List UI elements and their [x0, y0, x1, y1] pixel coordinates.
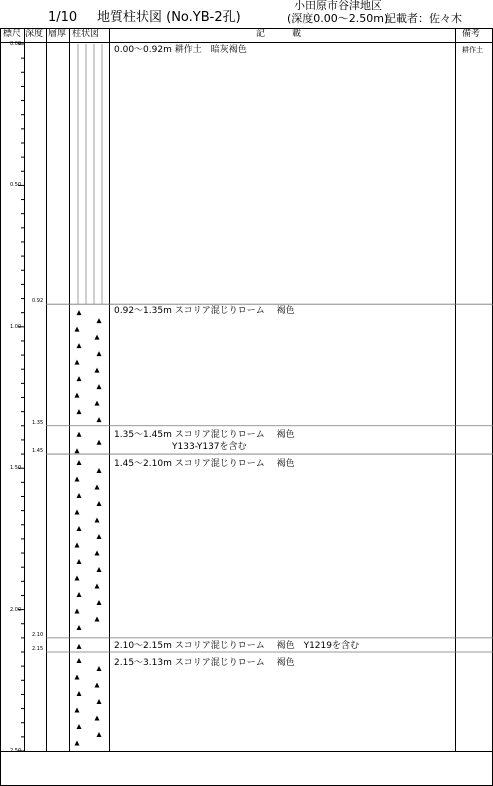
scale-label: 1.50 [10, 465, 22, 472]
depth-label: 2.15 [32, 646, 44, 653]
scoria-triangle [97, 567, 102, 572]
scoria-triangle [75, 477, 80, 482]
scoria-triangle [75, 741, 80, 746]
scoria-triangle [77, 409, 82, 414]
scoria-triangle [97, 440, 102, 445]
layer-description-4: 1.45～2.10m スコリア混じりローム 褐色 [114, 459, 295, 469]
layer-description-5: 2.10～2.15m スコリア混じりローム 褐色 Y1219を含む [114, 641, 359, 651]
scoria-triangle [97, 417, 102, 422]
scoria-triangle [77, 644, 82, 649]
scale-label: 2.00 [10, 606, 22, 613]
scoria-triangle [77, 592, 82, 597]
column-header-elevation: 標尺 [3, 29, 22, 39]
column-header-remarks: 備考 [462, 29, 481, 39]
scoria-triangle [77, 559, 82, 564]
scoria-triangle [95, 683, 100, 688]
scoria-triangle [77, 724, 82, 729]
log-title: 地質柱状図 (No.YB-2孔) [97, 10, 241, 25]
layer-description-1: 0.00～0.92m 耕作土 暗灰褐色 [114, 45, 247, 55]
author-label: 記載者：佐々木 [385, 12, 462, 25]
layer-description-3-note: Y133-Y137を含む [172, 442, 247, 452]
scoria-triangle [75, 708, 80, 713]
scoria-triangle [97, 501, 102, 506]
scoria-triangle [77, 658, 82, 663]
scale-label: 0.00 [10, 41, 22, 47]
scoria-triangle [97, 600, 102, 605]
column-header-description: 記 載 [256, 29, 302, 39]
scoria-triangle [97, 468, 102, 473]
layer-description-3: 1.35～1.45m スコリア混じりローム 褐色 [114, 430, 295, 440]
scoria-triangle [77, 460, 82, 465]
scoria-triangle [77, 625, 82, 630]
scoria-triangle [97, 351, 102, 356]
depth-label: 0.92 [32, 298, 44, 305]
scale-label: 1.00 [10, 323, 22, 330]
scoria-triangle [77, 432, 82, 437]
layer-description-6: 2.15～3.13m スコリア混じりローム 褐色 [114, 658, 295, 668]
scoria-triangle [95, 368, 100, 373]
column-header-column: 柱状図 [72, 29, 100, 39]
scoria-triangle [95, 716, 100, 721]
scoria-triangle [95, 485, 100, 490]
scoria-triangle [77, 493, 82, 498]
scoria-triangle [77, 376, 82, 381]
scoria-triangle [95, 401, 100, 406]
remarks-text: 耕作土 [462, 46, 483, 54]
scoria-triangle [75, 448, 80, 453]
location-label: 小田原市谷津地区 [294, 0, 382, 12]
scale-label: 1/10 [48, 10, 78, 25]
scoria-triangle [95, 584, 100, 589]
outer-frame [1, 29, 493, 786]
scoria-triangle [97, 534, 102, 539]
scoria-triangle [97, 384, 102, 389]
scoria-triangle [75, 576, 80, 581]
scoria-triangle [97, 732, 102, 737]
depth-label: 1.45 [32, 448, 44, 455]
scoria-triangle [97, 666, 102, 671]
scoria-triangle [75, 675, 80, 680]
scoria-triangle [97, 318, 102, 323]
layer-description-2: 0.92～1.35m スコリア混じりローム 褐色 [114, 306, 295, 316]
scoria-triangle [75, 543, 80, 548]
depth-range-label: (深度0.00～2.50m) [287, 12, 389, 25]
scoria-triangle [75, 327, 80, 332]
scoria-triangle [77, 526, 82, 531]
scale-label: 0.50 [10, 182, 22, 189]
scoria-triangle [75, 393, 80, 398]
depth-label: 2.10 [32, 631, 44, 638]
scoria-triangle [75, 609, 80, 614]
scoria-triangle [75, 360, 80, 365]
scoria-triangle [97, 699, 102, 704]
scoria-triangle [77, 343, 82, 348]
scoria-triangle [95, 617, 100, 622]
depth-label: 1.35 [32, 419, 44, 426]
scoria-triangle [75, 510, 80, 515]
scoria-triangle [95, 551, 100, 556]
scoria-triangle [95, 518, 100, 523]
scoria-triangle [77, 691, 82, 696]
scoria-triangle [95, 335, 100, 340]
column-header-depth: 深度 [25, 29, 44, 39]
column-header-thickness: 層厚 [48, 29, 67, 39]
scale-label: 2.50 [10, 748, 22, 754]
scoria-triangle [77, 310, 82, 315]
